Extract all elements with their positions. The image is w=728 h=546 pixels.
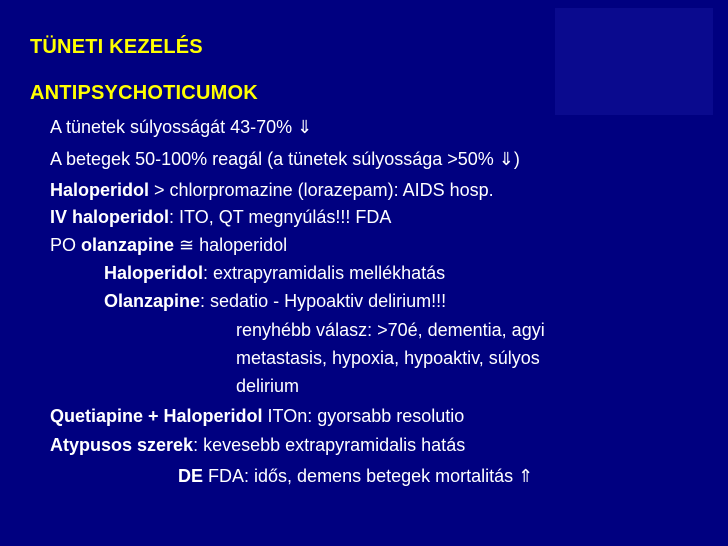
- text-run-bold: DE: [178, 466, 204, 486]
- sub-line-olanzapine: [104, 290, 446, 312]
- text-run: PO: [50, 235, 82, 255]
- text-run: metastasis, hypoxia, hypoaktiv, súlyos: [236, 348, 540, 368]
- bullet-line-atypusos: [50, 434, 465, 456]
- bullet-line-2: [50, 148, 520, 170]
- text-run: : extrapyramidalis mellékhatás: [203, 263, 446, 283]
- text-run: delirium: [236, 376, 300, 396]
- slide-title: TÜNETI KEZELÉS: [30, 36, 203, 58]
- text-run-bold: Haloperidol: [104, 263, 204, 283]
- text-run: : kevesebb extrapyramidalis hatás: [193, 435, 466, 455]
- bullet-line-3: [50, 179, 494, 201]
- bullet-line-1: [50, 116, 312, 138]
- text-run-bold: Haloperidol: [50, 180, 150, 200]
- text-run-bold: olanzapine: [81, 235, 175, 255]
- text-run: renyhébb válasz: >70é, dementia, agyi: [236, 320, 545, 340]
- text-run: A betegek 50-100% reagál (a tünetek súlyossága >50% ⇓): [50, 149, 520, 169]
- decorative-rectangle: [555, 8, 713, 115]
- text-run-bold: IV haloperidol: [50, 207, 170, 227]
- sub-sub-line-3: [236, 375, 299, 397]
- bullet-line-quetiapine: [50, 405, 464, 427]
- text-run: > chlorpromazine (lorazepam): AIDS hosp.: [149, 180, 494, 200]
- bullet-line-de: [178, 465, 533, 487]
- text-run-bold: Quetiapine + Haloperidol: [50, 406, 263, 426]
- text-run-bold: Olanzapine: [104, 291, 201, 311]
- bullet-line-4: [50, 206, 391, 228]
- text-run: FDA: idős, demens betegek mortalitás ⇑: [203, 466, 534, 486]
- text-run: : sedatio - Hypoaktiv delirium!!!: [200, 291, 447, 311]
- bullet-line-5: [50, 234, 287, 256]
- text-run: ITOn: gyorsabb resolutio: [262, 406, 465, 426]
- text-run: A tünetek súlyosságát 43-70% ⇓: [50, 117, 313, 137]
- sub-sub-line-2: [236, 347, 540, 369]
- text-run: ≅ haloperidol: [174, 235, 288, 255]
- text-run-bold: Atypusos szerek: [50, 435, 194, 455]
- text-run: : ITO, QT megnyúlás!!! FDA: [169, 207, 392, 227]
- sub-line-haloperidol: [104, 262, 445, 284]
- slide-subtitle: ANTIPSYCHOTICUMOK: [30, 82, 258, 104]
- sub-sub-line-1: [236, 319, 545, 341]
